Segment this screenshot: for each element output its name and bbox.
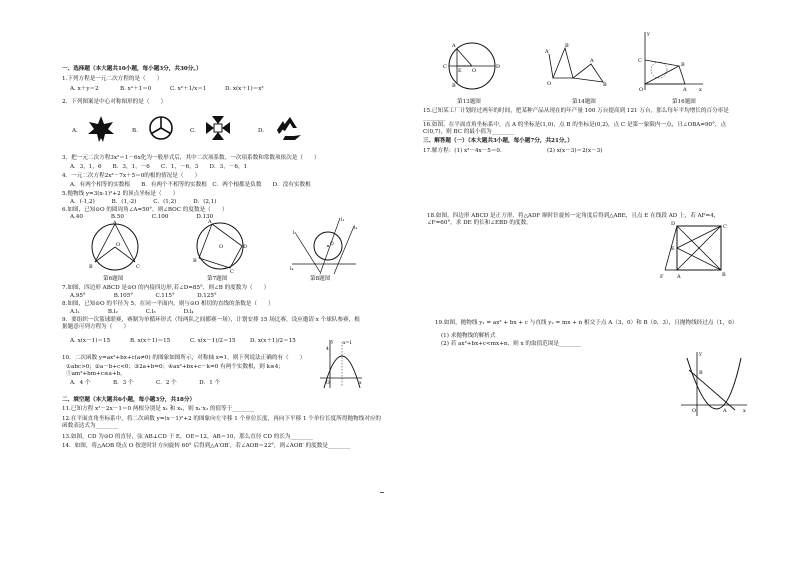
- q9-option-c: C. x(x－1)/2＝15: [190, 338, 236, 344]
- figure-8-caption: 第8题图: [310, 276, 331, 282]
- q6-stem: 6.如图，已知⊙O 的圆周角∠A=50°，则∠BOC 的度数是（ ）: [62, 207, 228, 213]
- svg-text:O: O: [116, 242, 121, 248]
- svg-text:E: E: [458, 68, 462, 74]
- svg-text:D: D: [671, 221, 676, 227]
- q18: 18.如图，四边形 ABCD 是正方形，将△ADF 顺时针旋转一定角度后得到△ABE，且点 E 在线段 AD 上，若 AF=4，∠F=60°，求 DE 的长和∠EBD 的度数。: [427, 213, 720, 226]
- q9-stem: 9．要组织一次篮球联赛，赛制为单循环形式（每两队之间都赛一场），计划安排 15 场比赛，设应邀请 x 个球队参赛，根据题意可列方程为（ ）: [62, 317, 360, 330]
- svg-text:l₁: l₁: [341, 218, 345, 223]
- svg-text:A: A: [113, 220, 117, 226]
- q19-part2: (2) 若 ax²+bx+c<mx+n，则 x 的取值范围是________: [441, 341, 582, 347]
- q2-option-c: C.: [190, 128, 196, 134]
- q19-part1: (1) 求抛物线的解析式: [441, 333, 496, 339]
- svg-text:C: C: [443, 64, 447, 70]
- pinwheel-square-icon: [204, 114, 232, 142]
- svg-text:O: O: [219, 244, 224, 250]
- svg-text:A′: A′: [545, 49, 550, 55]
- q13: 13.如图，CD 为⊙O 的直径，弦 AB⊥CD 于 E，OE＝12，AB＝10，那么直径 CD 的长为________: [62, 434, 313, 440]
- right-page: [397, 0, 794, 561]
- svg-text:y: y: [647, 31, 650, 37]
- q1-option-b: B. x²＋1＝0: [120, 86, 152, 92]
- svg-text:B: B: [89, 264, 93, 270]
- svg-text:B: B: [699, 370, 703, 376]
- q1-option-d: D. x(x＋1)＝x²: [225, 86, 264, 92]
- q8-options: A.l₁ B.l₂ C.l₃ D.l₄: [70, 309, 194, 315]
- svg-text:A: A: [683, 87, 687, 93]
- q10-parabola-graph: [318, 338, 364, 390]
- figure-16-caption: 第16题图: [672, 99, 696, 105]
- svg-text:O: O: [472, 68, 477, 74]
- graph-label-y: y: [331, 340, 334, 345]
- svg-text:B′: B′: [565, 43, 570, 49]
- figure-8-tangent-lines: [290, 216, 360, 276]
- section3-heading: 三、解答题（一）（本大题共3小题，每小题7分，共21分。）: [423, 138, 573, 144]
- q6-options: A.40 B.50 C.100 D.130: [70, 214, 214, 220]
- svg-text:B: B: [722, 272, 726, 278]
- svg-text:B: B: [452, 83, 456, 89]
- q9-option-d: D. x(x＋1)/2＝15: [250, 338, 296, 344]
- svg-text:E: E: [671, 246, 675, 252]
- graph-label-x: x: [359, 381, 362, 386]
- svg-text:C: C: [136, 264, 140, 270]
- q19-stem: 19.如图，抛物线 y₁ = ax² + bx + c 与直线 y₂ = mx + n 相交于点 A（3，0）和 B（0，3），且抛物线经过点（1，0）: [435, 320, 738, 326]
- q4-stem: 4．一元二次方程2x²－7x＋5＝0的根的情况是（ ）: [62, 173, 201, 179]
- q2-option-d: D.: [258, 128, 265, 134]
- q8-stem: 8.如图，已知⊙O 的半径为 5，在同一平面内，则与⊙O 相切的直线的条数是（ ）: [62, 301, 274, 307]
- figure-6-circle-diagram: [85, 222, 145, 274]
- q4-options: A．有两个相等的实数根 B．有两个不相等的实数根 C．两个根都是负数 D．没有实数根: [70, 182, 311, 188]
- svg-text:O: O: [330, 242, 334, 247]
- svg-text:F: F: [660, 274, 664, 280]
- svg-text:x: x: [699, 87, 702, 93]
- svg-text:x: x: [743, 408, 746, 414]
- q2-option-b: B.: [132, 128, 138, 134]
- q17-part1: 17.解方程：(1) x²－4x－5＝0．: [423, 148, 506, 154]
- svg-text:l₂: l₂: [354, 226, 358, 231]
- svg-text:O: O: [692, 408, 697, 414]
- q10-items: ①abc>0；②a－b+c<0；③2a+b=0；④ax²+bx+c－k=0 有两个实数根，则 k≤4；⑤am²+bm+c≤a+b。: [66, 364, 284, 377]
- figure-6-caption: 第6题图: [103, 276, 124, 282]
- svg-text:C: C: [230, 269, 234, 275]
- recycle-icon: [275, 114, 305, 142]
- svg-text:B: B: [681, 62, 685, 68]
- maple-leaf-icon: [86, 114, 116, 144]
- svg-text:C: C: [638, 58, 642, 64]
- q9-option-b: B. x(x＋1)＝15: [130, 338, 171, 344]
- q2-option-a: A.: [72, 128, 78, 134]
- q3-options: A．3，1，6 B．3，1，－6 C．1，－6，3 D．3，－6，1: [70, 164, 248, 170]
- three-spoke-emblem-icon: [148, 115, 174, 141]
- q16: 16.如图，在平面直角坐标系中，点 A 的坐标是(1,0)，点 B 的坐标是(0,2)，点 C 是第一象限内一点，且∠OBA=90°，点 C(0,7)，则 BC 的最小值为________: [423, 122, 727, 135]
- figure-16-coordinate-diagram: [637, 30, 707, 94]
- q7-stem: 7.如图，四边形 ABCD 是⊙O 的内接四边形,若∠D=85°，则∠B 的度数为（ ）: [62, 285, 270, 291]
- svg-text:D: D: [496, 64, 501, 70]
- svg-text:A: A: [208, 219, 212, 225]
- svg-text:A: A: [452, 43, 456, 49]
- q17-part2: (2) x(x－3)＝2(x－3): [547, 148, 603, 154]
- figure-13-caption: 第13题图: [457, 99, 481, 105]
- graph-label-x1: x=1: [343, 341, 353, 346]
- q9-option-a: A. x(x－1)＝15: [70, 338, 111, 344]
- graph-label-4: 4: [326, 347, 329, 352]
- q7-options: A.95° B.105° C.115° D.125°: [70, 293, 217, 299]
- q1-stem: 1.下列方程是一元二次方程的是（ ）: [62, 76, 163, 82]
- figure-13-circle-diagram: [437, 40, 507, 98]
- svg-text:l₃: l₃: [293, 231, 297, 236]
- svg-text:B: B: [603, 82, 607, 88]
- q1-option-a: A. x＋y＝2: [70, 86, 99, 92]
- svg-text:l₄: l₄: [290, 267, 294, 272]
- figure-14-rotation-diagram: [545, 40, 615, 92]
- q2-stem: 2．下列图案是中心对称图形的是（ ）: [62, 99, 167, 105]
- section1-heading: 一、选择题（本大题共10小题，每小题3分，共30分。）: [62, 66, 202, 72]
- svg-text:A: A: [677, 274, 681, 280]
- figure-7-inscribed-quadrilateral: [190, 218, 250, 274]
- svg-text:A: A: [723, 408, 727, 414]
- graph-label-origin: O: [326, 381, 330, 386]
- figure-18-square-rotation: [655, 220, 735, 290]
- q12: 12.在平面直角坐标系中，将二次函数 y=(x－1)²+2 的图象向左平移 1 个单位长度，再向下平移 1 个单位长度所得抛物线对应的函数表达式为________: [62, 416, 382, 429]
- q1-option-c: C. x²＋1/x＝1: [170, 86, 207, 92]
- q5-stem: 5.抛物线 y=3(x-1)²+2 的顶点坐标是（ ）: [62, 191, 179, 197]
- scan-speck: [380, 492, 384, 493]
- svg-text:A: A: [590, 58, 594, 64]
- svg-text:C: C: [723, 224, 727, 230]
- q5-options: A．(-1,2) B．(1,-2) C．(1,2) D．(2,1): [70, 199, 217, 205]
- q10-options: A．4 个 B．3 个 C．2 个 D．1 个: [70, 380, 221, 386]
- q15: 15.已知某工厂计划经过两年的时间，把某种产品从现在的年产量 100 万台提高到 121 万台，那么每年平均增长的百分率是________: [423, 108, 729, 121]
- svg-text:O: O: [639, 87, 644, 93]
- svg-text:D: D: [243, 244, 248, 250]
- q11: 11.已知方程 x²－2x－1＝0 两根分别是 x₁ 和 x₂，则 x₁·x₂ 的值等于________: [62, 406, 255, 412]
- svg-text:y: y: [699, 351, 702, 357]
- q14: 14．如图，将△AOB 绕点 O 按逆时针方向旋转 60° 后得到△A′OB′，若∠AOB＝22°，则∠AOB′ 的度数是________: [62, 443, 351, 449]
- q10-stem: 10．二次函数 y=ax²+bx+c(a≠0) 的图象如图所示，对称轴 x=1，则下列说法正确的有（ ）: [62, 355, 306, 361]
- figure-7-caption: 第7题图: [207, 276, 228, 282]
- q3-stem: 3．把一元二次方程3x²＝1－6x化为一般形式后，其中二次项系数、一次项系数和常数项依次是（ ）: [62, 155, 320, 161]
- figure-14-caption: 第14题图: [572, 99, 596, 105]
- svg-text:B: B: [193, 258, 197, 264]
- figure-19-parabola-line-graph: [679, 350, 749, 420]
- svg-text:O: O: [547, 81, 552, 87]
- section2-heading: 二、填空题（本大题共6小题，每小题3分，共18分）: [62, 397, 196, 403]
